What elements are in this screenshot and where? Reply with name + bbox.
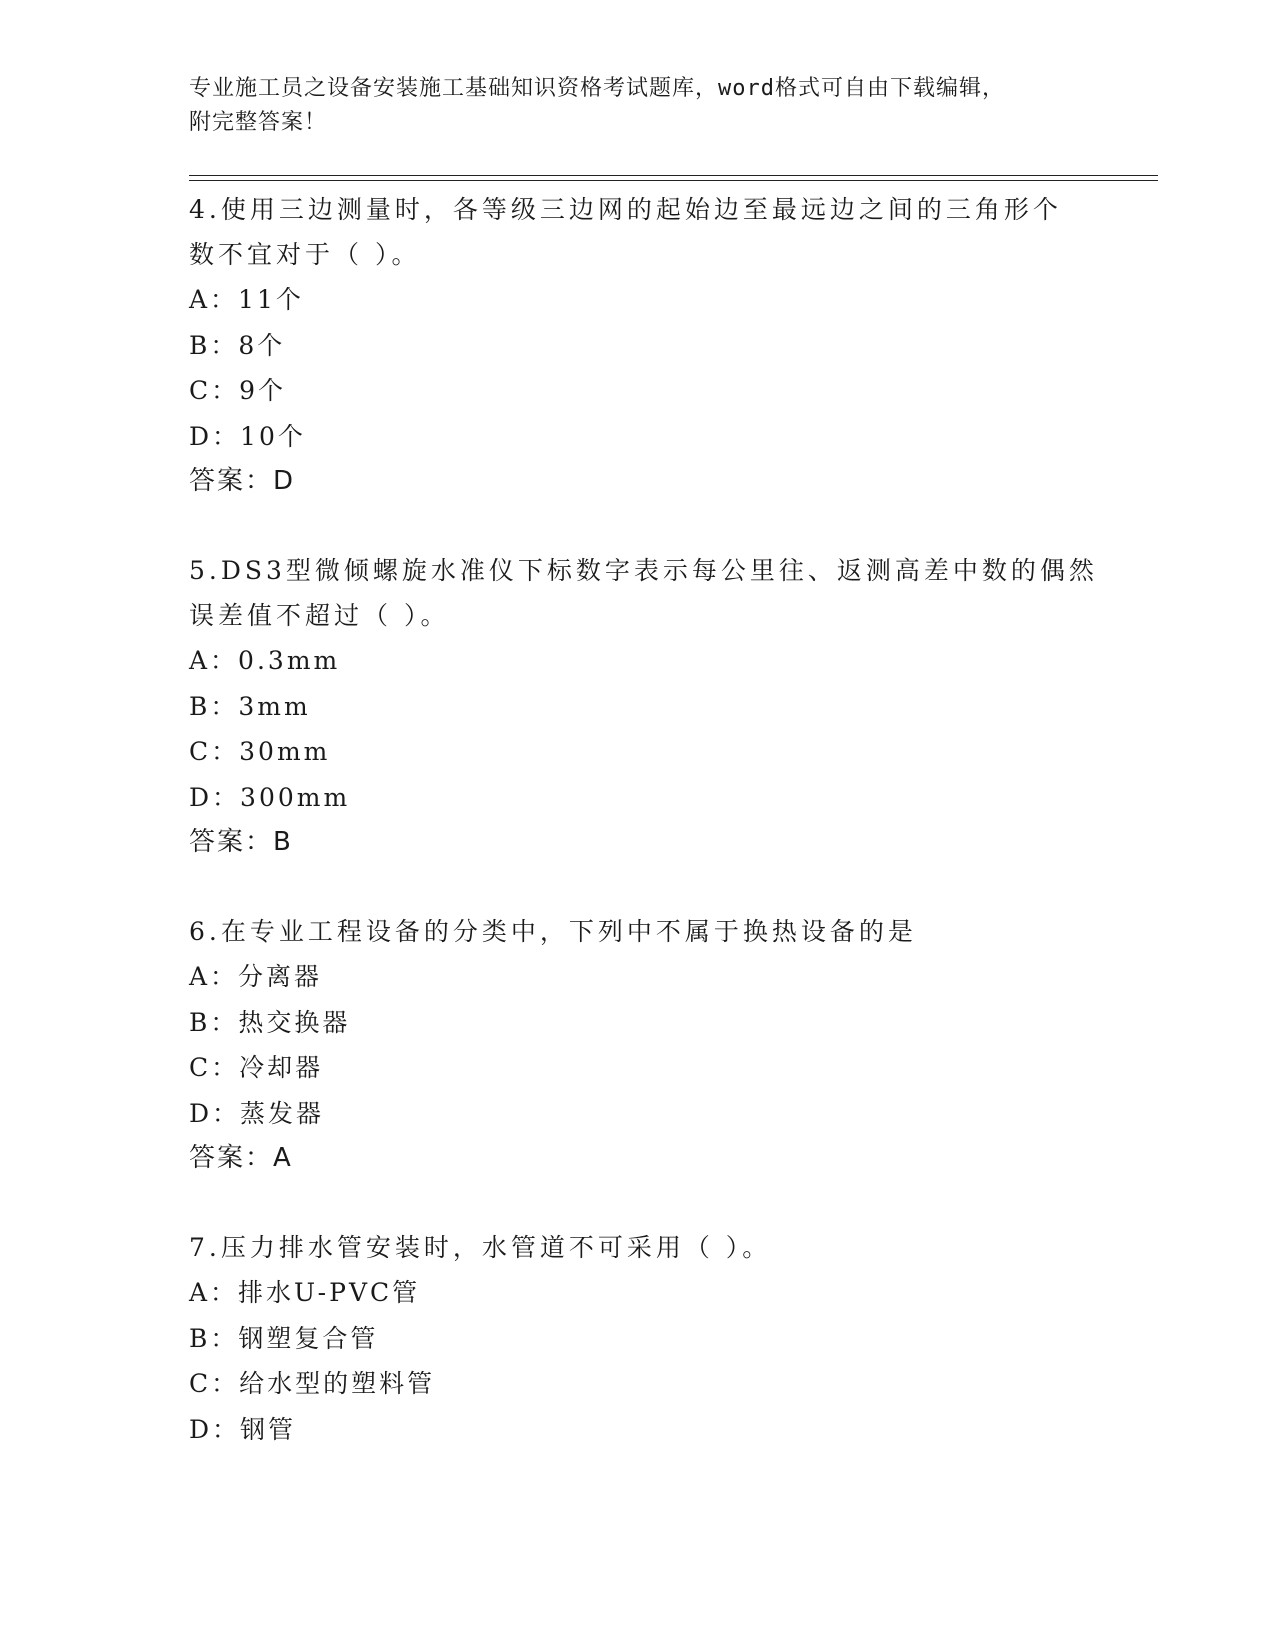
option-b: B：3mm [189, 691, 311, 721]
option-b: B：钢塑复合管 [189, 1323, 379, 1353]
question-4 [189, 187, 1089, 504]
option-b: B：8个 [189, 330, 286, 360]
option-a: A：0.3mm [189, 646, 341, 675]
question-stem-line: 误差值不超过（ ）。 [189, 601, 450, 630]
question-7 [189, 1225, 1089, 1452]
question-stem-line: 7.压力排水管安装时，水管道不可采用（ ）。 [189, 1233, 772, 1262]
question-5 [189, 548, 1098, 865]
option-c: C：30mm [189, 737, 331, 766]
option-a: A：排水U-PVC管 [189, 1278, 421, 1307]
question-stem-line: 6.在专业工程设备的分类中，下列中不属于换热设备的是 [189, 917, 917, 946]
document-header [189, 72, 1089, 140]
question-stem-line: 5.DS3型微倾螺旋水准仪下标数字表示每公里往、返测高差中数的偶然 [189, 556, 1098, 585]
header-line-1: 专业施工员之设备安装施工基础知识资格考试题库，word格式可自由下载编辑， [189, 76, 1005, 101]
option-b: B：热交换器 [189, 1007, 351, 1037]
option-c: C：冷却器 [189, 1053, 324, 1082]
option-d: D：10个 [189, 421, 306, 451]
question-stem-line: 4.使用三边测量时，各等级三边网的起始边至最远边之间的三角形个 [189, 195, 1062, 224]
question-stem [189, 548, 1098, 638]
answer: 答案：D [189, 466, 296, 496]
question-stem [189, 187, 1089, 277]
answer: 答案：B [189, 827, 293, 857]
question-stem-line: 数不宜对于（ ）。 [189, 240, 421, 269]
answer: 答案：A [189, 1143, 293, 1173]
option-a: A：11个 [189, 285, 304, 314]
header-line-2: 附完整答案！ [189, 110, 328, 135]
header-rule-top [189, 175, 1158, 176]
option-a: A：分离器 [189, 962, 323, 991]
question-stem [189, 909, 1089, 954]
option-d: D：蒸发器 [189, 1098, 325, 1128]
option-d: D：钢管 [189, 1414, 297, 1444]
option-d: D：300mm [189, 782, 351, 812]
question-6 [189, 909, 1089, 1181]
header-rule-bottom [189, 180, 1158, 181]
option-c: C：给水型的塑料管 [189, 1369, 436, 1398]
question-stem [189, 1225, 1089, 1270]
option-c: C：9个 [189, 376, 287, 405]
